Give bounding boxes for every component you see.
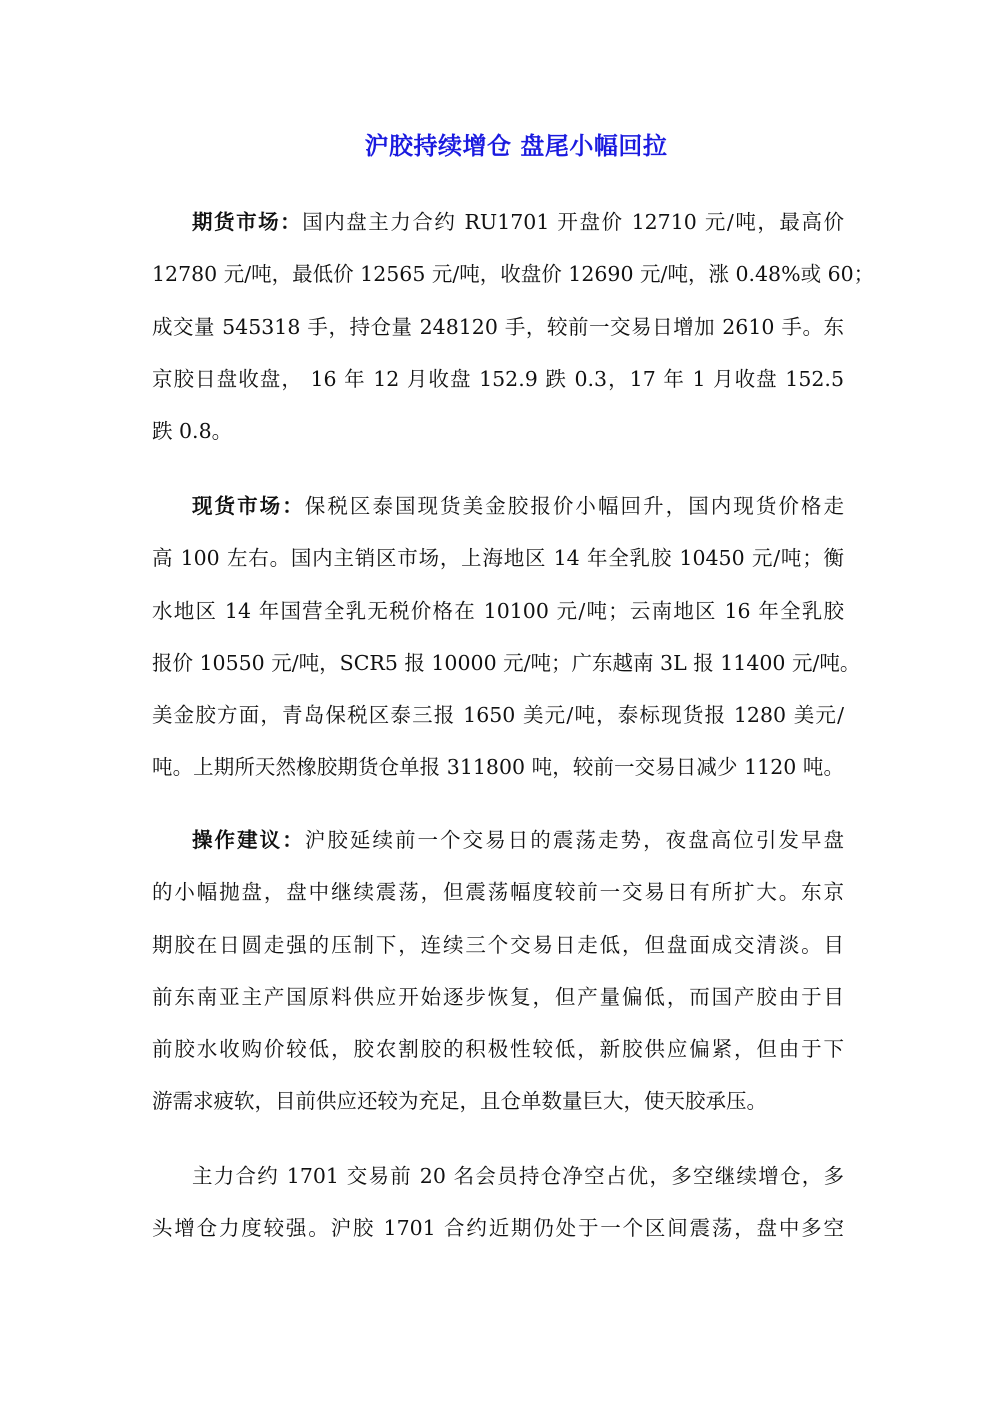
paragraph-lead: 现货市场： <box>192 494 305 518</box>
paragraph-line: 吨。上期所天然橡胶期货仓单报 311800 吨，较前一交易日减少 1120 吨。 <box>152 755 844 780</box>
paragraph-line-text: 沪胶延续前一个交易日的震荡走势，夜盘高位引发早盘 <box>304 828 845 852</box>
paragraph-line: 水地区 14 年国营全乳无税价格在 10100 元/吨；云南地区 16 年全乳胶 <box>152 598 844 623</box>
paragraph-line: 的小幅抛盘，盘中继续震荡，但震荡幅度较前一交易日有所扩大。东京 <box>152 880 844 905</box>
paragraph-lead: 操作建议： <box>192 828 305 852</box>
paragraph-line <box>152 196 844 248</box>
paragraph-position-analysis <box>152 1150 844 1255</box>
paragraph-line: 前胶水收购价较低，胶农割胶的积极性较低，新胶供应偏紧，但由于下 <box>152 1037 844 1062</box>
paragraph-line: 主力合约 1701 交易前 20 名会员持仓净空占优，多空继续增仓，多 <box>192 1164 844 1188</box>
paragraph-line: 成交量 545318 手，持仓量 248120 手，较前一交易日增加 2610 手。东 <box>152 314 844 339</box>
paragraph-operation-advice <box>152 814 844 1128</box>
paragraph-line: 游需求疲软，目前供应还较为充足，且仓单数量巨大，使天胶承压。 <box>152 1089 767 1114</box>
paragraph-spot-market <box>152 480 861 794</box>
paragraph-line: 报价 10550 元/吨，SCR5 报 10000 元/吨；广东越南 3L 报 11400 元/吨。 <box>152 650 861 675</box>
paragraph-line-text: 保税区泰国现货美金胶报价小幅回升，国内现货价格走 <box>304 494 845 518</box>
paragraph-line: 高 100 左右。国内主销区市场，上海地区 14 年全乳胶 10450 元/吨；衡 <box>152 546 844 571</box>
paragraph-line: 12780 元/吨，最低价 12565 元/吨，收盘价 12690 元/吨，涨 0.48%或 60； <box>152 262 875 287</box>
paragraph-line: 京胶日盘收盘， 16 年 12 月收盘 152.9 跌 0.3，17 年 1 月收盘 152.5 <box>152 366 844 391</box>
paragraph-line: 美金胶方面，青岛保税区泰三报 1650 美元/吨，泰标现货报 1280 美元/ <box>152 703 844 728</box>
paragraph-line: 跌 0.8。 <box>152 419 233 444</box>
paragraph-line: 前东南亚主产国原料供应开始逐步恢复，但产量偏低，而国产胶由于目 <box>152 984 844 1009</box>
paragraph-line: 头增仓力度较强。沪胶 1701 合约近期仍处于一个区间震荡，盘中多空 <box>152 1216 844 1241</box>
paragraph-line <box>152 814 844 866</box>
paragraph-lead: 期货市场： <box>192 210 303 234</box>
document-title: 沪胶持续增仓 盘尾小幅回拉 <box>364 132 668 160</box>
paragraph-line: 期胶在日圆走强的压制下，连续三个交易日走低，但盘面成交清淡。目 <box>152 932 844 957</box>
paragraph-line-text: 国内盘主力合约 RU1701 开盘价 12710 元/吨，最高价 <box>302 210 844 234</box>
paragraph-line <box>152 480 844 532</box>
paragraph-futures-market <box>152 196 875 457</box>
